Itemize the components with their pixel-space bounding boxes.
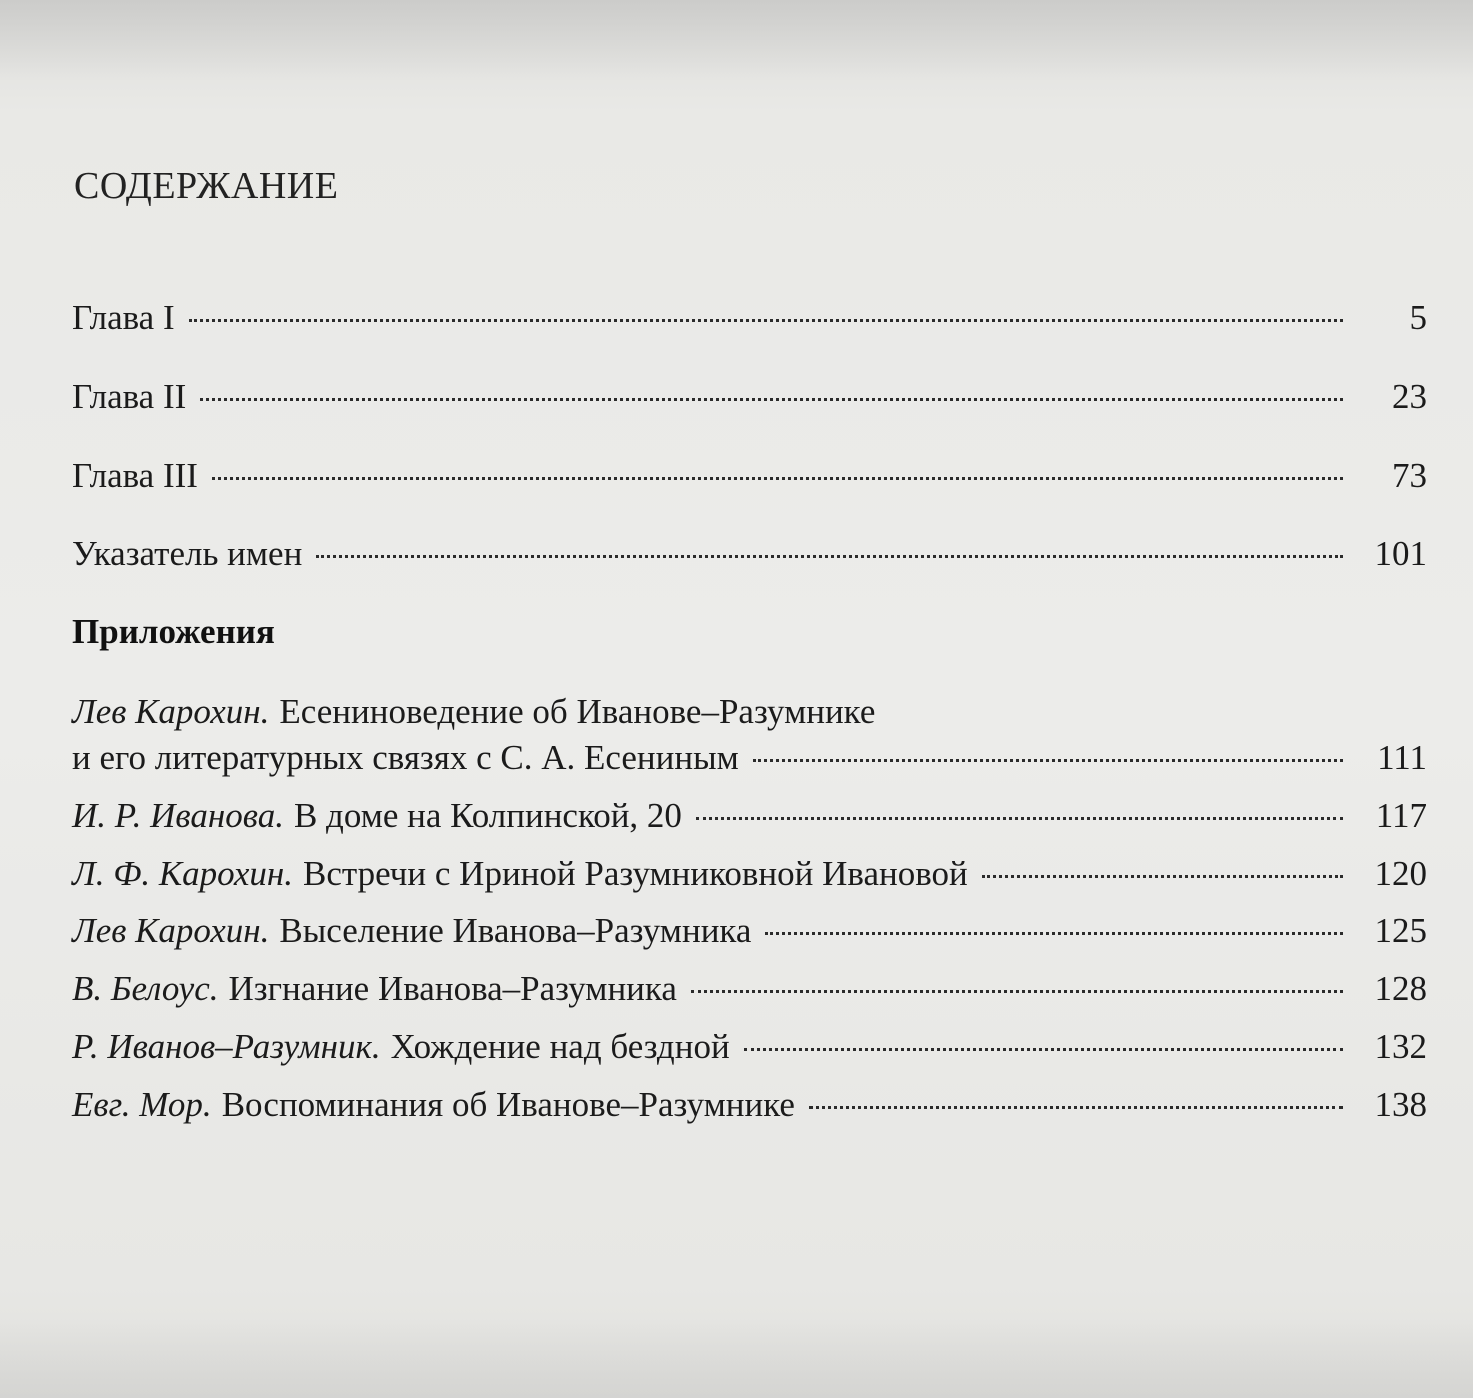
dot-leader — [753, 759, 1343, 762]
toc-entry-text: Изгнание Иванова–Разумника — [228, 969, 677, 1008]
dot-leader — [691, 990, 1343, 993]
toc-page-number: 117 — [1375, 796, 1427, 835]
toc-entry-appendix-1-line-1 — [72, 690, 875, 734]
toc-row-index — [72, 532, 1427, 576]
toc-entry-title — [72, 794, 682, 838]
toc-page-number: 125 — [1374, 911, 1427, 950]
toc-entry-title: Глава III — [72, 456, 198, 495]
dot-leader — [189, 319, 1343, 322]
toc-page-number: 120 — [1374, 854, 1427, 893]
toc-entry-text: В доме на Колпинской, 20 — [293, 796, 682, 835]
toc-row-appendix-3 — [72, 852, 1427, 896]
toc-entry-title — [72, 852, 968, 896]
toc-entry-author: Лев Карохин. — [72, 692, 270, 731]
toc-page-number: 101 — [1374, 534, 1427, 573]
toc-entry-title: и его литературных связях с С. А. Есениным — [72, 738, 739, 777]
toc-page-number: 111 — [1377, 738, 1427, 777]
dot-leader — [744, 1048, 1343, 1051]
appendix-heading: Приложения — [72, 612, 275, 651]
toc-page-number: 73 — [1392, 456, 1427, 495]
contents-heading: СОДЕРЖАНИЕ — [74, 165, 339, 207]
toc-entry-title — [72, 1025, 730, 1069]
toc-entry-author: Евг. Мор. — [72, 1085, 212, 1124]
toc-row-appendix-2 — [72, 794, 1427, 838]
dot-leader — [765, 932, 1343, 935]
toc-entry-author: И. Р. Иванова. — [72, 796, 284, 835]
toc-entry-text: Встречи с Ириной Разумниковной Ивановой — [303, 854, 968, 893]
dot-leader — [982, 875, 1343, 878]
dot-leader — [316, 555, 1343, 558]
dot-leader — [200, 398, 1343, 401]
toc-row-appendix-4 — [72, 909, 1427, 953]
toc-entry-title: Глава II — [72, 377, 187, 416]
toc-entry-author: Лев Карохин. — [72, 911, 270, 950]
toc-row-appendix-6 — [72, 1025, 1427, 1069]
toc-entry-text: Хождение над бездной — [390, 1027, 730, 1066]
toc-row-appendix-5 — [72, 967, 1427, 1011]
toc-row-appendix-7 — [72, 1083, 1427, 1127]
toc-row-appendix-1 — [72, 736, 1427, 780]
page-shadow-top — [0, 0, 1473, 80]
toc-row-chapter-2 — [72, 375, 1427, 419]
toc-entry-text: Выселение Иванова–Разумника — [279, 911, 752, 950]
page-shadow-bottom — [0, 1318, 1473, 1398]
dot-leader — [212, 477, 1343, 480]
toc-entry-title: Есениноведение об Иванове–Разумнике — [279, 692, 876, 731]
toc-entry-title: Указатель имен — [72, 534, 303, 573]
toc-entry-author: В. Белоус. — [72, 969, 219, 1008]
toc-entry-author: Р. Иванов–Разумник. — [72, 1027, 381, 1066]
toc-entry-title — [72, 967, 677, 1011]
toc-entry-title — [72, 909, 751, 953]
toc-page-number: 132 — [1374, 1027, 1427, 1066]
dot-leader — [696, 817, 1343, 820]
toc-entry-title — [72, 1083, 795, 1127]
toc-page-number: 128 — [1374, 969, 1427, 1008]
toc-page-number: 5 — [1409, 298, 1427, 337]
toc-entry-author: Л. Ф. Карохин. — [72, 854, 294, 893]
toc-row-chapter-1 — [72, 296, 1427, 340]
toc-page-number: 23 — [1392, 377, 1427, 416]
toc-entry-title: Глава I — [72, 298, 175, 337]
toc-row-chapter-3 — [72, 454, 1427, 498]
toc-page-number: 138 — [1374, 1085, 1427, 1124]
toc-entry-text: Воспоминания об Иванове–Разумнике — [221, 1085, 795, 1124]
dot-leader — [809, 1106, 1343, 1109]
